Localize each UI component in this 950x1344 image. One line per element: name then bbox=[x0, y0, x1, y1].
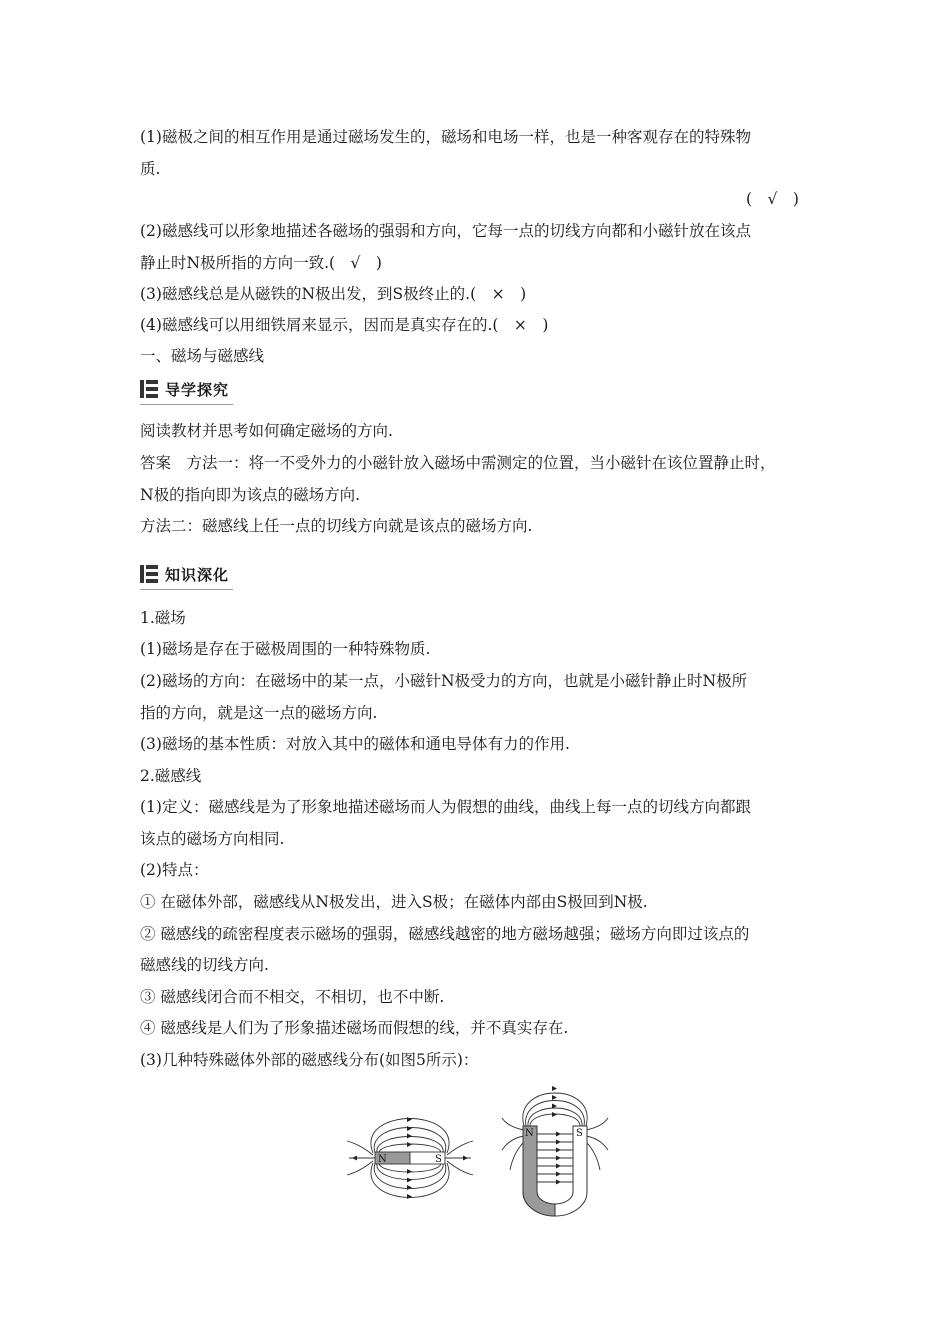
bar-magnet-south-label: S bbox=[435, 1154, 442, 1165]
bar-magnet-field-diagram bbox=[345, 1103, 475, 1213]
u-magnet-field-diagram bbox=[500, 1084, 610, 1219]
knowledge-line: ④ 磁感线是人们为了形象描述磁场而假想的线，并不真实存在. bbox=[140, 1019, 569, 1037]
answer-line-2: N极的指向即为该点的磁场方向. bbox=[140, 486, 360, 504]
bar-magnet-north-label: N bbox=[378, 1154, 387, 1165]
judgment-2-line-1: (2)磁感线可以形象地描述各磁场的强弱和方向，它每一点的切线方向都和小磁针放在该点 bbox=[140, 222, 751, 240]
knowledge-line: 磁感线的切线方向. bbox=[140, 956, 269, 974]
knowledge-line: (3)磁场的基本性质：对放入其中的磁体和通电导体有力的作用. bbox=[140, 735, 570, 753]
section-header-knowledge-deepening bbox=[140, 561, 229, 587]
section-title: 导学探究 bbox=[165, 380, 230, 399]
knowledge-line: 2.磁感线 bbox=[140, 767, 202, 785]
inquiry-question: 阅读教材并思考如何确定磁场的方向. bbox=[140, 422, 393, 440]
u-magnet-north-label: N bbox=[525, 1128, 534, 1139]
u-magnet-south-label: S bbox=[576, 1128, 583, 1139]
knowledge-line: 指的方向，就是这一点的磁场方向. bbox=[140, 704, 378, 722]
answer-line-1: 答案 方法一：将一不受外力的小磁针放入磁场中需测定的位置，当小磁针在该位置静止时， bbox=[140, 454, 776, 472]
judgment-3: (3)磁感线总是从磁铁的N极出发，到S极终止的.( × ) bbox=[140, 285, 527, 303]
judgment-1-line-2: 质. bbox=[140, 160, 161, 178]
knowledge-line: (1)定义：磁感线是为了形象地描述磁场而人为假想的曲线，曲线上每一点的切线方向都跟 bbox=[140, 798, 751, 816]
knowledge-line: (3)几种特殊磁体外部的磁感线分布(如图5所示)： bbox=[140, 1051, 479, 1069]
judgment-1-line-1: (1)磁极之间的相互作用是通过磁场发生的，磁场和电场一样，也是一种客观存在的特殊物 bbox=[140, 128, 751, 146]
knowledge-line: (1)磁场是存在于磁极周围的一种特殊物质. bbox=[140, 640, 431, 658]
judgment-4: (4)磁感线可以用细铁屑来显示，因而是真实存在的.( × ) bbox=[140, 316, 549, 334]
judgment-2-line-2: 静止时N极所指的方向一致.( √ ) bbox=[140, 254, 382, 272]
section-bars-icon bbox=[140, 380, 158, 398]
judgment-1-mark: ( √ ) bbox=[746, 190, 799, 208]
knowledge-line: 该点的磁场方向相同. bbox=[140, 830, 285, 848]
section-title: 知识深化 bbox=[165, 565, 230, 584]
knowledge-line: 1.磁场 bbox=[140, 609, 186, 627]
knowledge-line: ① 在磁体外部，磁感线从N极发出，进入S极；在磁体内部由S极回到N极. bbox=[140, 893, 648, 911]
knowledge-line: (2)磁场的方向：在磁场中的某一点，小磁针N极受力的方向，也就是小磁针静止时N极所 bbox=[140, 672, 748, 690]
answer-line-3: 方法二：磁感线上任一点的切线方向就是该点的磁场方向. bbox=[140, 517, 533, 535]
knowledge-line: ③ 磁感线闭合而不相交，不相切，也不中断. bbox=[140, 988, 445, 1006]
knowledge-line: (2)特点： bbox=[140, 861, 209, 879]
section-header-guided-inquiry bbox=[140, 376, 229, 402]
section-bars-icon bbox=[140, 565, 158, 583]
knowledge-line: ② 磁感线的疏密程度表示磁场的强弱，磁感线越密的地方磁场越强；磁场方向即过该点的 bbox=[140, 925, 750, 943]
part-title: 一、磁场与磁感线 bbox=[140, 347, 265, 365]
